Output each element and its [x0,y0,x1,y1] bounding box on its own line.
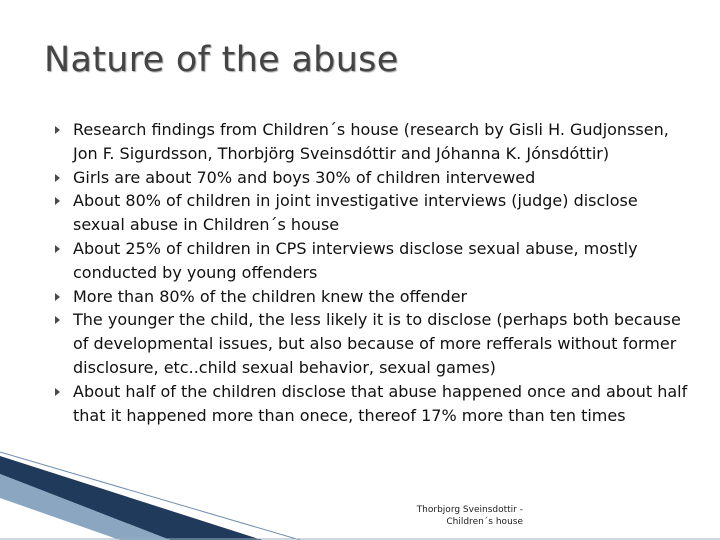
bullet-text: More than 80% of the children knew the offender [73,286,468,306]
footer-author: Thorbjorg Sveinsdottir - [416,505,523,515]
bullet-text: Research findings from Children´s house (research by Gisli H. Gudjonssen, Jon F. Sigurdsson, Thorbjörg Sveinsdóttir and Jóhanna K. Jónsdóttir) [73,120,669,163]
bullet-text: About half of the children disclose that abuse happened once and about half that it happened more than onece, thereof 17% more than ten times [73,381,688,425]
bullet-item [52,308,692,379]
decorative-swoosh [0,440,720,540]
footer-organization: Children´s house [446,517,523,527]
bullet-text: The younger the child, the less likely it is to disclose (perhaps both because of developmental issues, but also because of more refferals without former disclosure, etc..child sexual behavior, sexual games) [73,310,681,377]
triangle-bullet-icon [55,316,60,324]
bullet-text: Girls are about 70% and boys 30% of children intervewed [73,167,536,187]
bullet-item [52,380,692,428]
footer-credit [385,504,523,528]
triangle-bullet-icon [55,388,60,396]
bullet-item [52,118,692,166]
triangle-bullet-icon [55,174,60,182]
bullet-item [52,237,692,285]
triangle-bullet-icon [55,197,60,205]
triangle-bullet-icon [55,126,60,134]
bullet-item [52,285,692,309]
bullet-text: About 25% of children in CPS interviews disclose sexual abuse, mostly conducted by young offenders [73,238,638,282]
bullet-item [52,189,692,237]
bullet-list [52,118,692,427]
triangle-bullet-icon [55,245,60,253]
bullet-item [52,166,692,190]
triangle-bullet-icon [55,293,60,301]
bullet-text: About 80% of children in joint investigative interviews (judge) disclose sexual abuse in Children´s house [73,191,638,235]
slide-title: Nature of the abuse [44,40,399,80]
